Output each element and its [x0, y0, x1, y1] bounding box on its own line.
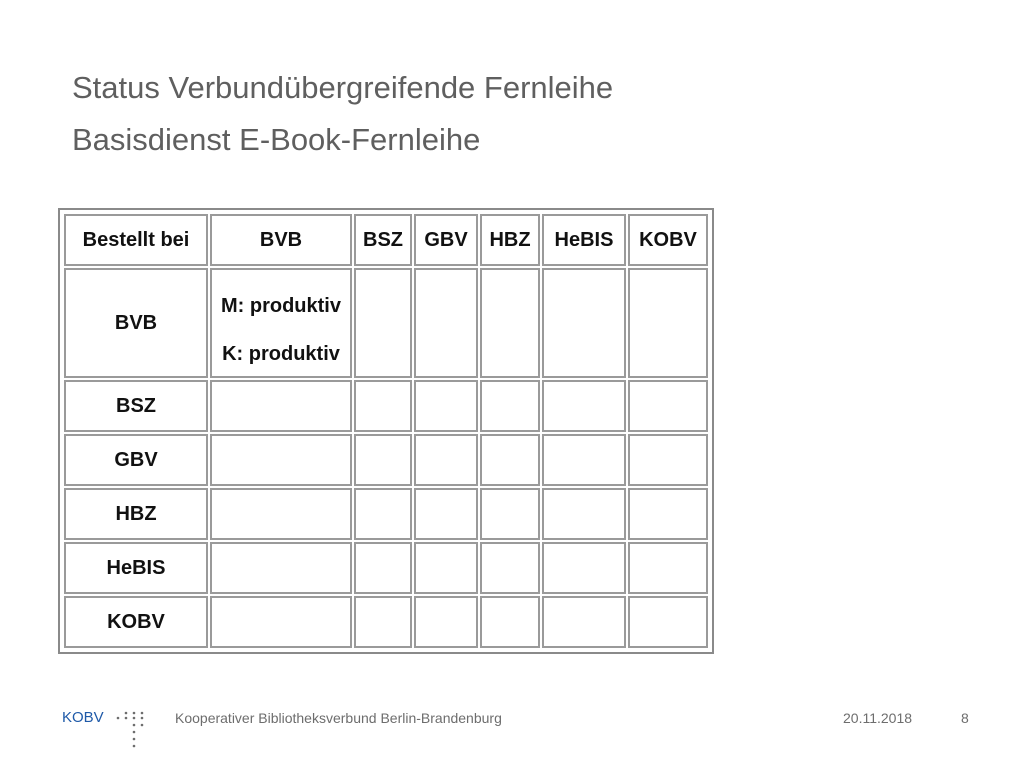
table-cell — [628, 596, 708, 648]
table-cell — [542, 380, 626, 432]
table-cell — [210, 434, 352, 486]
row-header-hbz: HBZ — [64, 488, 208, 540]
status-line-k: K: produktiv — [222, 343, 340, 365]
row-header-kobv: KOBV — [64, 596, 208, 648]
table-cell — [210, 542, 352, 594]
table-row — [64, 380, 708, 432]
table-cell — [354, 434, 412, 486]
column-header-hebis: HeBIS — [542, 214, 626, 266]
row-header-bsz: BSZ — [64, 380, 208, 432]
table-cell — [542, 268, 626, 378]
table-cell — [542, 488, 626, 540]
footer-date: 20.11.2018 — [843, 710, 913, 726]
table-cell — [210, 596, 352, 648]
table-cell — [480, 268, 540, 378]
table-cell — [354, 380, 412, 432]
status-table-frame — [58, 208, 714, 654]
table-cell — [414, 542, 478, 594]
table-cell — [628, 434, 708, 486]
table-cell — [210, 380, 352, 432]
title-line-1: Status Verbundübergreifende Fernleihe — [72, 70, 614, 105]
table-header-row — [64, 214, 708, 266]
status-cell-bvb-bvb — [210, 268, 352, 378]
table-cell — [628, 488, 708, 540]
table-row — [64, 268, 708, 378]
slide-footer — [0, 706, 1024, 746]
table-cell — [354, 596, 412, 648]
table-cell — [542, 596, 626, 648]
table-cell — [628, 268, 708, 378]
table-cell — [480, 488, 540, 540]
footer-organization: Kooperativer Bibliotheksverbund Berlin-Brandenburg — [175, 710, 502, 726]
status-table — [62, 212, 710, 650]
table-row — [64, 488, 708, 540]
row-header-bvb: BVB — [64, 268, 208, 378]
slide-title — [72, 62, 613, 166]
corner-header-cell: Bestellt bei — [64, 214, 208, 266]
column-header-gbv: GBV — [414, 214, 478, 266]
table-cell — [480, 434, 540, 486]
table-cell — [542, 434, 626, 486]
table-cell — [354, 268, 412, 378]
table-cell — [542, 542, 626, 594]
kobv-logo-dots-icon — [114, 708, 154, 748]
table-cell — [414, 488, 478, 540]
table-cell — [414, 596, 478, 648]
table-cell — [628, 542, 708, 594]
table-cell — [628, 380, 708, 432]
table-cell — [480, 380, 540, 432]
page-number: 8 — [961, 710, 969, 726]
row-header-hebis: HeBIS — [64, 542, 208, 594]
table-row — [64, 596, 708, 648]
column-header-hbz: HBZ — [480, 214, 540, 266]
table-row — [64, 542, 708, 594]
table-cell — [210, 488, 352, 540]
table-cell — [414, 380, 478, 432]
table-cell — [354, 488, 412, 540]
table-cell — [480, 542, 540, 594]
kobv-logo-text: KOBV — [62, 709, 104, 726]
table-cell — [480, 596, 540, 648]
table-row — [64, 434, 708, 486]
column-header-bsz: BSZ — [354, 214, 412, 266]
title-line-2: Basisdienst E-Book-Fernleihe — [72, 122, 481, 157]
column-header-bvb: BVB — [210, 214, 352, 266]
row-header-gbv: GBV — [64, 434, 208, 486]
table-cell — [354, 542, 412, 594]
table-cell — [414, 268, 478, 378]
table-cell — [414, 434, 478, 486]
column-header-kobv: KOBV — [628, 214, 708, 266]
status-line-m: M: produktiv — [221, 295, 341, 317]
